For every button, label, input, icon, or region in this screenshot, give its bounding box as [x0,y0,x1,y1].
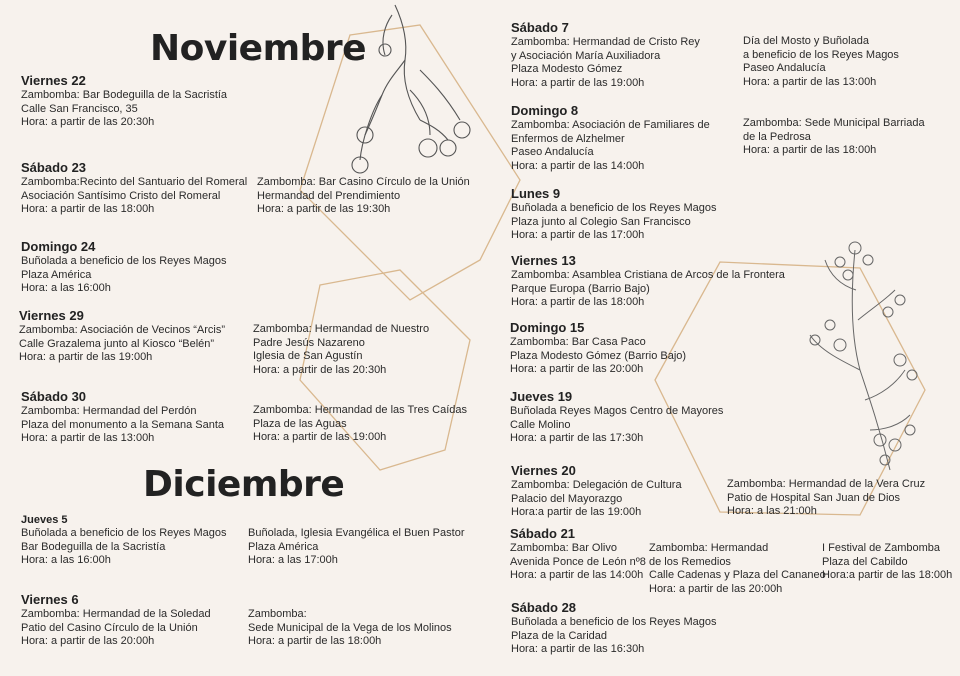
event-line: Zambomba: Hermandad [649,542,769,554]
event-line: a beneficio de los Reyes Magos [743,48,899,61]
event-time: Hora:a partir de las 19:00h [511,506,642,519]
event-time: Hora: a partir de las 16:30h [511,643,645,656]
event-line: Zambomba: Asamblea Cristiana de Arcos de la Frontera [511,269,785,281]
event-sabado-23 [21,160,247,217]
event-viernes-29 [19,308,225,365]
event-time: Hora: a partir de las 14:00h [510,569,644,582]
event-time: Hora: a partir de las 20:00h [510,363,644,376]
event-domingo-8-second [743,117,925,158]
event-jueves-5-second [248,527,464,568]
event-line: Zambomba: Bar Bodeguilla de la Sacristía [21,89,228,101]
event-line: Zambomba: Hermandad de Nuestro [253,323,430,335]
event-sabado-21-third [822,542,952,583]
event-date: Sábado 23 [21,160,87,175]
event-time: Hora: a las 21:00h [727,505,817,518]
event-line: Patio de Hospital San Juan de Dios [727,491,901,504]
event-time: Hora: a partir de las 19:30h [257,203,391,216]
event-line: Buñolada, Iglesia Evangélica el Buen Pastor [248,527,465,539]
event-date: Viernes 22 [21,73,86,88]
event-sabado-21-second [649,542,826,596]
event-line: Paseo Andalucía [743,62,826,75]
event-line: Calle Molino [510,418,571,431]
event-time: Hora: a partir de las 19:00h [253,431,387,444]
event-time: Hora: a partir de las 20:30h [21,116,155,129]
event-line: Zambomba: Delegación de Cultura [511,479,682,491]
event-line: Padre Jesús Nazareno [253,336,365,349]
event-date: Sábado 21 [510,526,576,541]
event-line: Plaza América [21,268,92,281]
event-sabado-28 [511,600,716,657]
event-line: Patio del Casino Círculo de la Unión [21,621,198,634]
event-date: Jueves 5 [21,514,68,526]
event-domingo-15 [510,320,686,377]
event-line: de la Pedrosa [743,130,811,143]
event-line: Buñolada a beneficio de los Reyes Magos [21,255,227,267]
event-line: Buñolada a beneficio de los Reyes Magos [511,616,717,628]
event-time: Hora: a partir de las 18:00h [743,144,877,157]
event-time: Hora: a partir de las 19:00h [19,351,153,364]
event-date: Sábado 30 [21,389,87,404]
event-line: Parque Europa (Barrio Bajo) [511,282,650,295]
event-line: Hermandad del Prendimiento [257,189,401,202]
event-date: Domingo 15 [510,320,585,335]
event-line: Sede Municipal de la Vega de los Molinos [248,621,452,634]
event-line: Calle Grazalema junto al Kiosco “Belén” [19,337,215,350]
event-time: Hora: a partir de las 20:30h [253,363,387,376]
event-jueves-19 [510,389,723,446]
event-time: Hora: a partir de las 18:00h [21,203,155,216]
event-time: Hora: a las 17:00h [248,554,338,567]
event-date: Sábado 28 [511,600,577,615]
month-title-diciembre: Diciembre [143,464,345,505]
event-time: Hora: a las 16:00h [21,554,111,567]
event-line: Zambomba: Hermandad de la Soledad [21,608,211,620]
event-line: Zambomba: Bar Olivo [510,542,617,554]
event-line: Plaza América [248,540,319,553]
event-viernes-6-second [248,608,452,649]
event-line: Zambomba: Hermandad del Perdón [21,405,197,417]
event-time: Hora: a partir de las 18:00h [248,635,382,648]
event-line: Avenida Ponce de León nº8 [510,555,646,568]
event-line: Asociación Santísimo Cristo del Romeral [21,189,221,202]
event-time: Hora: a partir de las 20:00h [649,582,783,595]
event-line: Calle San Francisco, 35 [21,102,138,115]
event-lunes-9 [511,186,716,243]
event-date: Domingo 24 [21,239,96,254]
event-time: Hora:a partir de las 18:00h [822,569,953,582]
event-viernes-13 [511,253,785,310]
event-domingo-8 [511,103,710,173]
event-line: Zambomba: Asociación de Vecinos “Arcis” [19,324,226,336]
event-line: Buñolada a beneficio de los Reyes Magos [511,202,717,214]
event-viernes-29-second [253,323,429,377]
branch-illustration-top [352,5,470,173]
event-date: Viernes 20 [511,463,576,478]
event-sabado-21 [510,526,646,583]
event-line: Plaza Modesto Gómez [511,63,623,76]
event-line: Plaza Modesto Gómez (Barrio Bajo) [510,349,687,362]
event-line: Iglesia de San Agustín [253,350,363,363]
event-viernes-6 [21,592,211,649]
event-time: Hora: a partir de las 20:00h [21,635,155,648]
event-time: Hora: a partir de las 19:00h [511,76,645,89]
event-viernes-22 [21,73,227,130]
event-time: Hora: a partir de las 13:00h [21,432,155,445]
event-date: Jueves 19 [510,389,573,404]
event-domingo-24 [21,239,226,296]
event-sabado-30 [21,389,224,446]
event-time: Hora: a partir de las 17:00h [511,229,645,242]
event-line: Zambomba: Sede Municipal Barriada [743,117,925,129]
event-line: Buñolada a beneficio de los Reyes Magos [21,527,227,539]
event-time: Hora: a partir de las 17:30h [510,432,644,445]
event-date: Viernes 13 [511,253,576,268]
event-time: Hora: a partir de las 14:00h [511,159,645,172]
event-viernes-20 [511,463,682,520]
event-time: Hora: a las 16:00h [21,282,111,295]
event-sabado-7 [511,20,700,90]
event-date: Viernes 29 [19,308,84,323]
event-line: Zambomba: Hermandad de Cristo Rey [511,36,700,48]
event-line: Zambomba: [248,608,307,620]
event-line: Zambomba:Recinto del Santuario del Romeral [21,176,248,188]
event-line: Plaza de la Caridad [511,629,608,642]
event-line: Buñolada Reyes Magos Centro de Mayores [510,405,724,417]
event-date: Lunes 9 [511,186,561,201]
event-viernes-20-second [727,478,925,519]
event-line: Día del Mosto y Buñolada [743,35,869,47]
event-line: Plaza del monumento a la Semana Santa [21,418,225,431]
event-time: Hora: a partir de las 18:00h [511,296,645,309]
event-line: Zambomba: Bar Casino Círculo de la Unión [257,176,470,188]
event-time: Hora: a partir de las 13:00h [743,75,877,88]
event-jueves-5 [21,513,226,568]
month-title-noviembre: Noviembre [150,28,367,69]
event-line: Plaza junto al Colegio San Francisco [511,215,691,228]
event-line: I Festival de Zambomba [822,542,940,554]
event-line: Enfermos de Alzhelmer [511,132,625,145]
event-sabado-30-second [253,404,467,445]
event-line: Bar Bodeguilla de la Sacristía [21,540,166,553]
event-line: Calle Cadenas y Plaza del Cananeo [649,569,826,582]
event-date: Sábado 7 [511,20,569,35]
event-sabado-23-second [257,176,470,217]
event-line: Zambomba: Bar Casa Paco [510,336,646,348]
event-line: Plaza de las Aguas [253,417,347,430]
event-line: Zambomba: Asociación de Familiares de [511,119,710,131]
event-line: y Asociación María Auxiliadora [511,49,661,62]
event-line: Paseo Andalucía [511,146,594,159]
event-line: Palacio del Mayorazgo [511,492,623,505]
event-line: Zambomba: Hermandad de las Tres Caídas [253,404,467,416]
event-line: de los Remedios [649,555,731,568]
event-line: Zambomba: Hermandad de la Vera Cruz [727,478,926,490]
event-date: Viernes 6 [21,592,79,607]
event-sabado-7-second [743,35,899,89]
event-date: Domingo 8 [511,103,579,118]
event-line: Plaza del Cabildo [822,555,908,568]
